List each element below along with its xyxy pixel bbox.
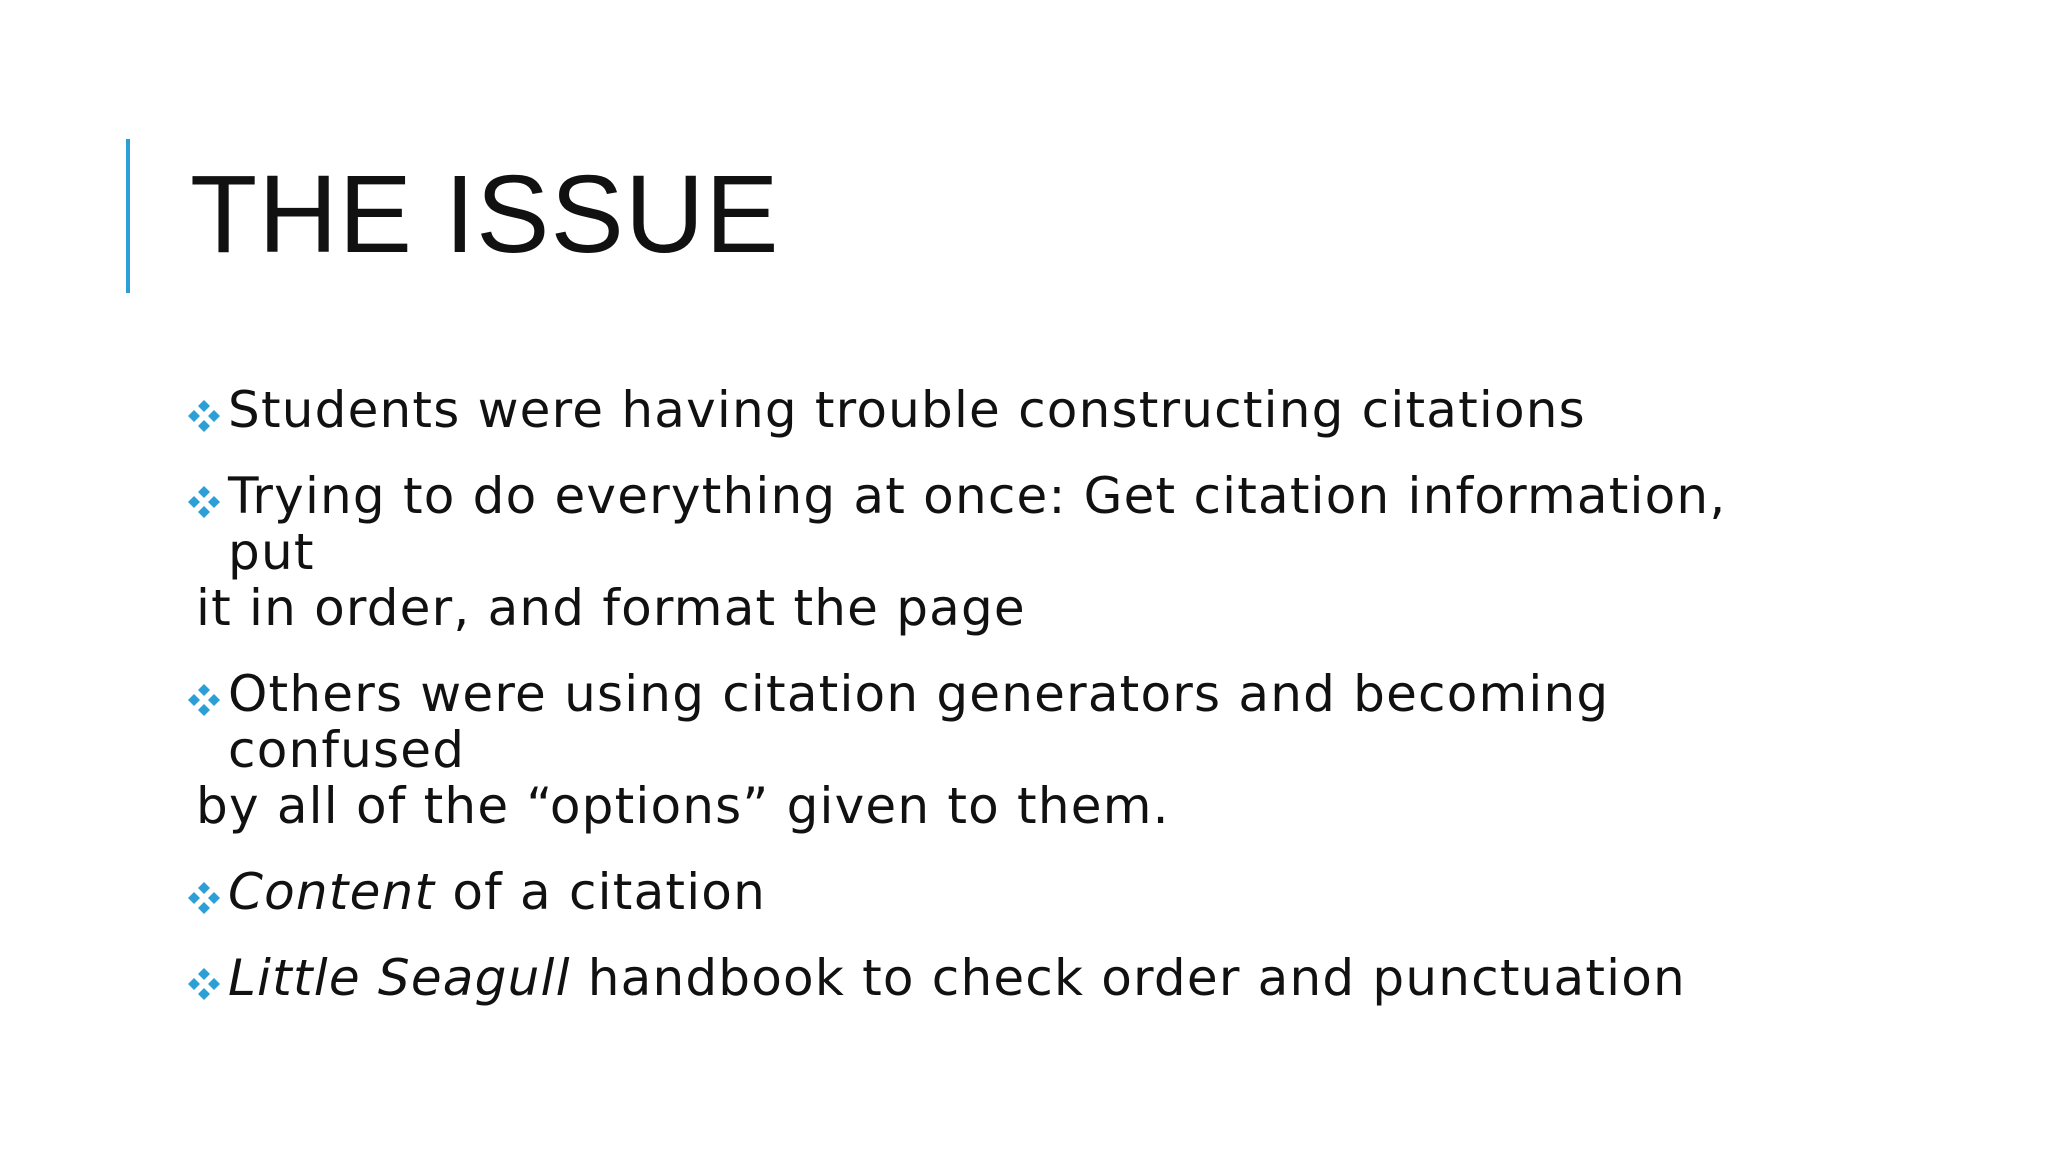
bullet-item [186, 950, 1826, 1006]
bullet-item [186, 666, 1826, 834]
bullet-italic-text: Content [228, 863, 436, 921]
bullet-text-continuation: by all of the “options” given to them. [196, 777, 1170, 835]
bullet-item [186, 468, 1826, 636]
bullet-text: Trying to do everything at once: Get citation information, put [228, 467, 1727, 581]
bullet-item [186, 382, 1826, 438]
bullet-text: handbook to check order and punctuation [570, 949, 1686, 1007]
bullet-text: of a citation [435, 863, 766, 921]
four-diamond-icon [186, 484, 222, 520]
title-accent-bar [126, 139, 130, 293]
bullet-text-continuation: it in order, and format the page [196, 579, 1026, 637]
bullet-list [186, 382, 1826, 1036]
bullet-text: Students were having trouble constructing citations [228, 381, 1586, 439]
bullet-item [186, 864, 1826, 920]
slide-title: THE ISSUE [190, 153, 780, 276]
bullet-text: Others were using citation generators and becoming confused [228, 665, 1610, 779]
four-diamond-icon [186, 880, 222, 916]
four-diamond-icon [186, 398, 222, 434]
four-diamond-icon [186, 682, 222, 718]
bullet-italic-text: Little Seagull [228, 949, 571, 1007]
four-diamond-icon [186, 966, 222, 1002]
